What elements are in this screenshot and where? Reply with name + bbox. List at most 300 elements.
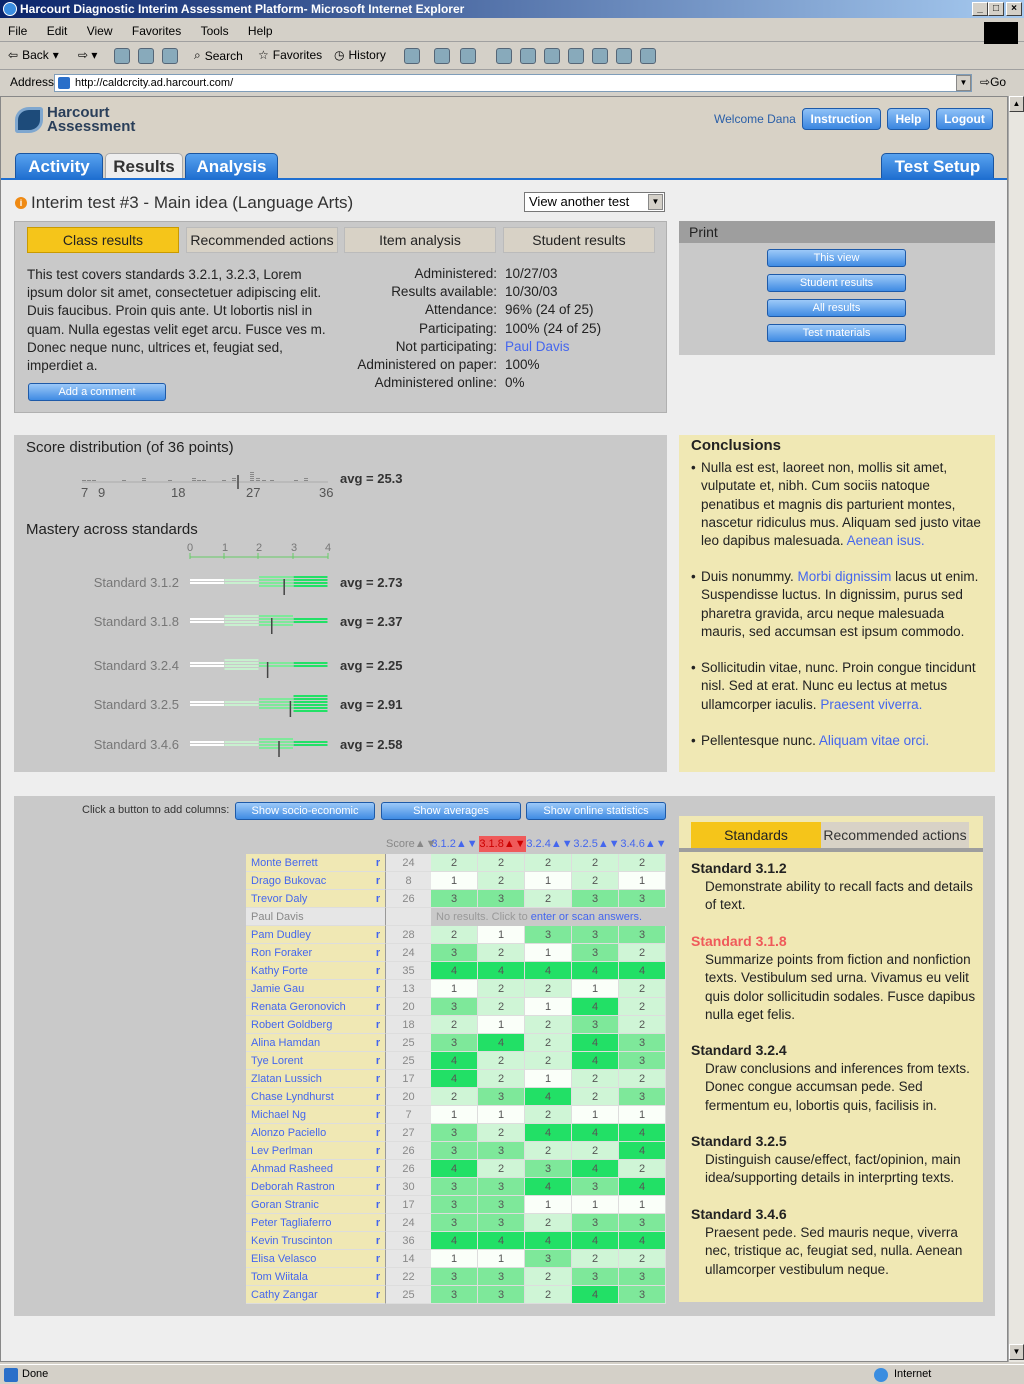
table-row — [246, 962, 668, 980]
student-report-link[interactable]: r — [371, 1052, 386, 1070]
print-student-results-button[interactable]: Student results — [767, 274, 906, 292]
standard-score-cell[interactable]: 4 — [572, 1052, 619, 1070]
standard-score-cell[interactable]: 3 — [431, 998, 478, 1016]
standard-score-cell[interactable]: 3 — [572, 1178, 619, 1196]
standard-3-4-6-title: Standard 3.4.6 — [691, 1206, 787, 1222]
standard-score-cell[interactable]: 4 — [431, 1070, 478, 1088]
standard-score-cell[interactable]: 2 — [478, 1070, 525, 1088]
standard-score-cell[interactable]: 1 — [431, 980, 478, 998]
standard-score-cell[interactable]: 1 — [478, 926, 525, 944]
standard-score-cell[interactable]: 3 — [478, 1178, 525, 1196]
menu-edit[interactable]: Edit — [46, 24, 68, 38]
summary-field-label: Administered: — [414, 266, 497, 281]
student-score: 24 — [386, 854, 431, 872]
std-3-1-2-column-header[interactable]: 3.1.2▲▼ — [431, 838, 478, 850]
windows-logo-icon — [984, 22, 1018, 44]
standard-score-cell[interactable]: 3 — [431, 1142, 478, 1160]
standard-score-cell[interactable]: 4 — [478, 962, 525, 980]
standard-score-cell[interactable]: 3 — [619, 890, 666, 908]
standard-score-cell[interactable]: 4 — [572, 1286, 619, 1304]
standard-score-cell[interactable]: 1 — [619, 872, 666, 890]
standard-score-cell[interactable]: 2 — [572, 1088, 619, 1106]
summary-field-value: 100% (24 of 25) — [505, 320, 602, 336]
conclusion-link[interactable]: Praesent viverra. — [820, 696, 923, 712]
tab-test-setup[interactable]: Test Setup — [881, 153, 994, 179]
standard-score-cell[interactable]: 3 — [619, 1214, 666, 1232]
standard-score-cell[interactable]: 3 — [431, 944, 478, 962]
table-row — [246, 1286, 668, 1304]
student-name-link[interactable]: Trevor Daly — [246, 890, 371, 908]
standard-score-cell[interactable]: 3 — [431, 1178, 478, 1196]
student-name-link[interactable]: Deborah Rastron — [246, 1178, 371, 1196]
standard-3-1-2-text: Demonstrate ability to recall facts and details of text. — [705, 879, 973, 913]
standard-score-cell[interactable]: 3 — [572, 944, 619, 962]
chat-icon — [592, 48, 608, 64]
student-name-link[interactable]: Alina Hamdan — [246, 1034, 371, 1052]
minimize-button[interactable]: _ — [972, 2, 988, 16]
score-panel — [14, 435, 667, 772]
add-columns-hint: Click a button to add columns: — [82, 804, 230, 816]
standard-score-cell[interactable]: 2 — [478, 998, 525, 1016]
standard-score-cell[interactable]: 2 — [525, 1214, 572, 1232]
print-test-materials-button[interactable]: Test materials — [767, 324, 906, 342]
student-name-link[interactable]: Pam Dudley — [246, 926, 371, 944]
student-score: 20 — [386, 1088, 431, 1106]
student-name-link[interactable]: Goran Stranic — [246, 1196, 371, 1214]
standard-score-cell[interactable]: 3 — [572, 890, 619, 908]
std-3-4-6-column-header[interactable]: 3.4.6▲▼ — [620, 838, 667, 850]
student-report-link[interactable]: r — [371, 1088, 386, 1106]
standard-score-cell[interactable]: 4 — [525, 962, 572, 980]
student-score: 36 — [386, 1232, 431, 1250]
standard-score-cell[interactable]: 2 — [431, 1016, 478, 1034]
print-panel — [679, 221, 995, 355]
enter-answers-link[interactable]: enter or scan answers. — [530, 911, 643, 923]
standard-score-cell[interactable]: 4 — [619, 1124, 666, 1142]
search-icon: ⌕ — [194, 48, 201, 62]
menu-help[interactable]: Help — [247, 24, 273, 38]
student-report-link[interactable]: r — [371, 1142, 386, 1160]
discuss-button[interactable] — [496, 48, 512, 64]
table-row — [246, 926, 668, 944]
menu-file[interactable]: File — [8, 24, 28, 38]
student-report-link[interactable]: r — [371, 1070, 386, 1088]
page-icon — [58, 77, 70, 89]
mastery-avg: avg = 2.73 — [340, 575, 403, 590]
test-title — [15, 193, 353, 213]
window-title: Harcourt Diagnostic Interim Assessment Platform- Microsoft Internet Explorer — [20, 2, 465, 16]
mastery-standard-label: Standard 3.2.4 — [93, 658, 179, 673]
conclusion-item: • Nulla est est, laoreet non, mollis sit amet, vulputate et, nibh. Cum sociis natoque penatibus et magnis dis parturient montes, nascetur ridiculus mus. Aliquam sed justo vitae leo dapibus malesuada. Aenean isus. — [691, 459, 983, 550]
standard-score-cell[interactable]: 3 — [525, 1250, 572, 1268]
standard-score-cell[interactable]: 3 — [431, 1268, 478, 1286]
standard-score-cell[interactable]: 2 — [525, 1016, 572, 1034]
standard-score-cell[interactable]: 4 — [431, 1052, 478, 1070]
student-report-link[interactable]: r — [371, 1124, 386, 1142]
score-tick-27: 27 — [246, 485, 261, 500]
mastery-title: Mastery across standards — [26, 521, 198, 538]
standard-score-cell[interactable]: 3 — [478, 1268, 525, 1286]
standard-score-cell[interactable]: 4 — [619, 1142, 666, 1160]
standard-score-cell[interactable]: 2 — [619, 998, 666, 1016]
mastery-bar — [188, 689, 333, 719]
web-page — [0, 96, 1008, 1362]
show-averages-button[interactable]: Show averages — [381, 802, 521, 820]
harcourt-logo[interactable]: Harcourt Assessment — [15, 106, 135, 134]
standard-score-cell[interactable]: 2 — [525, 890, 572, 908]
standard-score-cell[interactable]: 1 — [478, 1016, 525, 1034]
instruction-button[interactable]: Instruction — [802, 108, 881, 130]
table-row — [246, 1250, 668, 1268]
standard-score-cell[interactable]: 2 — [525, 1052, 572, 1070]
standard-score-cell[interactable]: 3 — [478, 1214, 525, 1232]
standard-score-cell[interactable]: 3 — [619, 1088, 666, 1106]
student-report-link[interactable]: r — [371, 1034, 386, 1052]
standard-score-cell[interactable]: 3 — [431, 1214, 478, 1232]
summary-field-value: 10/30/03 — [505, 284, 558, 300]
standard-score-cell[interactable]: 2 — [478, 1124, 525, 1142]
standard-score-cell[interactable]: 3 — [619, 1052, 666, 1070]
print-all-results-button[interactable]: All results — [767, 299, 906, 317]
address-input[interactable]: http://caldcrcity.ad.harcourt.com/ — [54, 74, 972, 92]
standard-score-cell[interactable]: 3 — [572, 1268, 619, 1286]
stop-button[interactable] — [114, 48, 130, 64]
standard-score-cell[interactable]: 2 — [572, 1070, 619, 1088]
student-report-link[interactable]: r — [371, 1196, 386, 1214]
welcome-text: Welcome Dana — [714, 112, 796, 126]
logout-button[interactable]: Logout — [936, 108, 993, 130]
close-button[interactable]: × — [1006, 2, 1022, 16]
menu-favorites[interactable]: Favorites — [131, 24, 182, 38]
student-report-link[interactable]: r — [371, 980, 386, 998]
view-another-test-select[interactable]: View another test ▼ — [524, 192, 665, 212]
mastery-bar — [188, 567, 333, 597]
standard-score-cell[interactable]: 3 — [478, 1142, 525, 1160]
table-row — [246, 872, 668, 890]
standard-score-cell[interactable]: 4 — [431, 1232, 478, 1250]
student-name-link[interactable]: Alonzo Paciello — [246, 1124, 371, 1142]
student-report-link[interactable]: r — [371, 998, 386, 1016]
edit-button[interactable] — [460, 48, 476, 64]
std-3-2-5-column-header[interactable]: 3.2.5▲▼ — [573, 838, 620, 850]
forward-button[interactable] — [78, 48, 97, 62]
standard-score-cell[interactable]: 2 — [431, 854, 478, 872]
home-button[interactable] — [162, 48, 178, 64]
standard-score-cell[interactable]: 3 — [431, 1286, 478, 1304]
mastery-standard-label: Standard 3.1.2 — [93, 575, 179, 590]
student-table-area — [14, 796, 995, 1316]
student-report-link[interactable]: r — [371, 1268, 386, 1286]
conclusion-link[interactable]: Morbi dignissim — [797, 569, 892, 584]
standard-score-cell[interactable]: 2 — [619, 980, 666, 998]
standard-score-cell[interactable]: 4 — [572, 1034, 619, 1052]
student-name-link[interactable]: Chase Lyndhurst — [246, 1088, 371, 1106]
student-report-link[interactable]: r — [371, 872, 386, 890]
student-name-link[interactable]: Tom Wiitala — [246, 1268, 371, 1286]
subtab-class-results[interactable]: Class results — [27, 227, 179, 253]
student-name-link[interactable]: Kathy Forte — [246, 962, 371, 980]
standard-score-cell[interactable]: 1 — [525, 998, 572, 1016]
student-report-link[interactable]: r — [371, 1016, 386, 1034]
standard-score-cell[interactable]: 2 — [619, 1250, 666, 1268]
standard-score-cell[interactable]: 4 — [572, 1232, 619, 1250]
go-button[interactable]: ⇨Go — [980, 75, 1007, 89]
std-3-1-8-column-header[interactable]: 3.1.8▲▼ — [479, 838, 526, 850]
student-score: 8 — [386, 872, 431, 890]
standard-score-cell[interactable]: 3 — [478, 1088, 525, 1106]
standard-score-cell[interactable]: 3 — [619, 1268, 666, 1286]
student-report-link[interactable]: r — [371, 1178, 386, 1196]
summary-field-label: Administered on paper: — [357, 357, 497, 372]
harcourt-logo-icon — [15, 107, 43, 133]
chat-button[interactable] — [592, 48, 608, 64]
refresh-button[interactable] — [138, 48, 154, 64]
standard-score-cell[interactable]: 1 — [431, 1250, 478, 1268]
standard-score-cell[interactable]: 1 — [619, 1106, 666, 1124]
standard-score-cell[interactable]: 3 — [431, 1124, 478, 1142]
student-name-link[interactable]: Cathy Zangar — [246, 1286, 371, 1304]
table-row — [246, 1016, 668, 1034]
student-report-link[interactable]: r — [371, 1232, 386, 1250]
standard-score-cell[interactable]: 3 — [619, 926, 666, 944]
standard-score-cell[interactable]: 4 — [572, 1124, 619, 1142]
research-button[interactable] — [520, 48, 536, 64]
standard-score-cell[interactable]: 2 — [478, 854, 525, 872]
subtab-student-results[interactable]: Student results — [503, 227, 655, 253]
mastery-tick-0: 0 — [187, 542, 194, 554]
standard-score-cell[interactable]: 3 — [525, 1160, 572, 1178]
standard-score-cell[interactable]: 4 — [478, 1232, 525, 1250]
standard-score-cell[interactable]: 4 — [431, 962, 478, 980]
standard-score-cell[interactable]: 3 — [572, 1214, 619, 1232]
mastery-tick-3: 3 — [291, 542, 298, 554]
student-report-link[interactable]: r — [371, 1214, 386, 1232]
student-name-link[interactable]: Ahmad Rasheed — [246, 1160, 371, 1178]
history-button[interactable]: ◷ History — [334, 48, 386, 62]
student-score: 28 — [386, 926, 431, 944]
standard-score-cell[interactable]: 1 — [525, 872, 572, 890]
student-report-link[interactable]: r — [371, 1250, 386, 1268]
conclusion-item: • Sollicitudin vitae, nunc. Proin congue tincidunt nisl. Sed at erat. Nunc eu lectus at metus ullamcorper iaculis. Praesent viverra. — [691, 659, 983, 714]
app-header — [1, 97, 1008, 179]
score-avg: avg = 25.3 — [340, 471, 403, 486]
student-name-link[interactable]: Monte Berrett — [246, 854, 371, 872]
standard-score-cell[interactable]: 2 — [619, 1160, 666, 1178]
mastery-tick-1: 1 — [222, 542, 229, 554]
student-name-link[interactable]: Lev Perlman — [246, 1142, 371, 1160]
scroll-down-icon[interactable]: ▼ — [1009, 1344, 1024, 1360]
standard-score-cell[interactable]: 2 — [431, 1088, 478, 1106]
standard-score-cell[interactable]: 2 — [572, 1142, 619, 1160]
standard-score-cell[interactable]: 3 — [572, 926, 619, 944]
student-score: 26 — [386, 1160, 431, 1178]
standard-score-cell[interactable]: 4 — [525, 1178, 572, 1196]
student-score: 26 — [386, 890, 431, 908]
standard-score-cell[interactable]: 1 — [619, 1196, 666, 1214]
test-title-text: Interim test #3 - Main idea (Language Arts) — [31, 193, 354, 212]
student-report-link[interactable]: r — [371, 854, 386, 872]
standard-score-cell[interactable]: 1 — [525, 1070, 572, 1088]
standard-score-cell[interactable]: 2 — [525, 1286, 572, 1304]
mastery-avg: avg = 2.91 — [340, 697, 403, 712]
standard-score-cell[interactable]: 4 — [572, 1160, 619, 1178]
standard-score-cell[interactable]: 2 — [478, 944, 525, 962]
standard-score-cell[interactable]: 3 — [572, 1016, 619, 1034]
standard-score-cell[interactable]: 2 — [525, 1034, 572, 1052]
standard-score-cell[interactable]: 3 — [478, 1286, 525, 1304]
standard-score-cell[interactable]: 2 — [572, 1250, 619, 1268]
tab-standards[interactable]: Standards — [691, 822, 821, 848]
maximize-button[interactable]: □ — [988, 2, 1004, 16]
mastery-bar — [188, 729, 333, 759]
standard-score-cell[interactable]: 1 — [572, 1196, 619, 1214]
favorites-button[interactable]: ☆ Favorites — [258, 48, 323, 62]
standard-score-cell[interactable]: 4 — [572, 998, 619, 1016]
student-score — [386, 908, 431, 926]
standard-score-cell[interactable]: 1 — [572, 980, 619, 998]
table-row — [246, 944, 668, 962]
add-comment-button[interactable]: Add a comment — [28, 383, 166, 401]
student-score: 24 — [386, 944, 431, 962]
messenger-button[interactable] — [544, 48, 560, 64]
standard-score-cell[interactable]: 2 — [525, 1142, 572, 1160]
standard-score-cell[interactable]: 4 — [525, 1088, 572, 1106]
standard-score-cell[interactable]: 3 — [478, 890, 525, 908]
person-icon — [568, 48, 584, 64]
standard-score-cell[interactable]: 3 — [431, 1034, 478, 1052]
standard-score-cell[interactable]: 2 — [572, 854, 619, 872]
student-score: 25 — [386, 1286, 431, 1304]
edit-icon — [460, 48, 476, 64]
student-report-link[interactable]: r — [371, 926, 386, 944]
tab-activity[interactable]: Activity — [15, 153, 103, 179]
people-button[interactable] — [568, 48, 584, 64]
standard-score-cell[interactable]: 3 — [431, 1196, 478, 1214]
student-report-link[interactable]: r — [371, 1106, 386, 1124]
student-score: 35 — [386, 962, 431, 980]
student-name-link[interactable]: Drago Bukovac — [246, 872, 371, 890]
favorites-icon: ☆ — [258, 48, 269, 62]
standard-score-cell[interactable]: 4 — [572, 962, 619, 980]
mastery-bar — [188, 650, 333, 680]
home-icon — [162, 48, 178, 64]
student-name-link[interactable]: Michael Ng — [246, 1106, 371, 1124]
student-name-link[interactable]: Peter Tagliaferro — [246, 1214, 371, 1232]
subtab-item-analysis[interactable]: Item analysis — [344, 227, 496, 253]
conclusion-link[interactable]: Aenean isus. — [846, 533, 925, 549]
address-dropdown-button[interactable]: ▼ — [956, 75, 971, 91]
standard-score-cell[interactable]: 2 — [525, 854, 572, 872]
student-report-link[interactable]: r — [371, 890, 386, 908]
student-name-link[interactable]: Kevin Truscinton — [246, 1232, 371, 1250]
student-name-link[interactable]: Tye Lorent — [246, 1052, 371, 1070]
standard-score-cell[interactable]: 2 — [431, 926, 478, 944]
standard-score-cell[interactable]: 1 — [431, 1106, 478, 1124]
standard-score-cell[interactable]: 4 — [431, 1160, 478, 1178]
standard-score-cell[interactable]: 2 — [619, 944, 666, 962]
print-browser-button[interactable] — [434, 48, 450, 64]
standard-score-cell[interactable]: 2 — [619, 854, 666, 872]
student-name-link[interactable]: Robert Goldberg — [246, 1016, 371, 1034]
standard-score-cell[interactable]: 3 — [525, 926, 572, 944]
student-name-link[interactable]: Zlatan Lussich — [246, 1070, 371, 1088]
student-name-link[interactable]: Elisa Velasco — [246, 1250, 371, 1268]
subtab-recommended-actions[interactable]: Recommended actions — [186, 227, 338, 253]
standard-score-cell[interactable]: 2 — [478, 980, 525, 998]
standard-score-cell[interactable]: 3 — [431, 890, 478, 908]
standard-score-cell[interactable]: 2 — [525, 1268, 572, 1286]
student-report-link[interactable]: r — [371, 944, 386, 962]
standard-score-cell[interactable]: 4 — [619, 962, 666, 980]
standard-score-cell[interactable]: 3 — [619, 1034, 666, 1052]
student-report-link[interactable]: r — [371, 1160, 386, 1178]
settings-button[interactable] — [616, 48, 632, 64]
ie-icon — [3, 2, 17, 16]
not-participating-link[interactable]: Paul Davis — [505, 338, 570, 354]
menu-tools[interactable]: Tools — [200, 24, 229, 38]
standard-score-cell[interactable]: 2 — [478, 872, 525, 890]
student-name-link[interactable]: Jamie Gau — [246, 980, 371, 998]
help-button[interactable]: Help — [887, 108, 930, 130]
standard-score-cell[interactable]: 3 — [478, 1196, 525, 1214]
mail-button[interactable] — [404, 48, 420, 64]
mastery-tick-2: 2 — [256, 542, 263, 554]
standard-score-cell[interactable]: 2 — [478, 1160, 525, 1178]
tab-analysis[interactable]: Analysis — [185, 153, 278, 179]
standard-score-cell[interactable]: 2 — [619, 1016, 666, 1034]
scroll-up-icon[interactable]: ▲ — [1009, 96, 1024, 112]
gear-icon — [616, 48, 632, 64]
refresh-icon — [138, 48, 154, 64]
standard-score-cell[interactable]: 2 — [619, 1070, 666, 1088]
print-this-view-button[interactable]: This view — [767, 249, 906, 267]
standard-score-cell[interactable]: 1 — [478, 1250, 525, 1268]
standard-score-cell[interactable]: 1 — [572, 1106, 619, 1124]
conclusion-link[interactable]: Aliquam vitae orci. — [818, 733, 930, 748]
search-button[interactable]: ⌕ Search — [194, 48, 243, 63]
standard-score-cell[interactable]: 2 — [525, 980, 572, 998]
standard-score-cell[interactable]: 4 — [525, 1232, 572, 1250]
tab-results[interactable]: Results — [105, 153, 183, 179]
menu-view[interactable]: View — [86, 24, 113, 38]
student-name-link[interactable]: Renata Geronovich — [246, 998, 371, 1016]
standard-score-cell[interactable]: 1 — [478, 1106, 525, 1124]
standard-score-cell[interactable]: 2 — [572, 872, 619, 890]
standard-score-cell[interactable]: 1 — [525, 944, 572, 962]
score-column-header[interactable]: Score▲▼ — [386, 838, 437, 850]
standard-score-cell[interactable]: 2 — [478, 1052, 525, 1070]
show-socio-economic-button[interactable]: Show socio-economic — [235, 802, 375, 820]
table-row — [246, 1232, 668, 1250]
standard-score-cell[interactable]: 2 — [525, 1106, 572, 1124]
standard-score-cell[interactable]: 4 — [619, 1178, 666, 1196]
standard-score-cell[interactable]: 4 — [478, 1034, 525, 1052]
student-report-link[interactable]: r — [371, 962, 386, 980]
show-online-statistics-button[interactable]: Show online statistics — [526, 802, 666, 820]
standard-score-cell[interactable]: 1 — [431, 872, 478, 890]
std-3-2-4-column-header[interactable]: 3.2.4▲▼ — [526, 838, 573, 850]
back-button[interactable]: ⇦ Back ▾ — [8, 48, 59, 62]
student-name-link[interactable]: Ron Foraker — [246, 944, 371, 962]
tools-button[interactable] — [640, 48, 656, 64]
standard-score-cell[interactable]: 4 — [619, 1232, 666, 1250]
standard-score-cell[interactable]: 3 — [619, 1286, 666, 1304]
standard-score-cell[interactable]: 4 — [525, 1124, 572, 1142]
vertical-scrollbar[interactable] — [1008, 96, 1024, 1362]
tab-recommended-actions[interactable]: Recommended actions — [821, 822, 969, 848]
standard-score-cell[interactable]: 1 — [525, 1196, 572, 1214]
student-report-link[interactable]: r — [371, 1286, 386, 1304]
